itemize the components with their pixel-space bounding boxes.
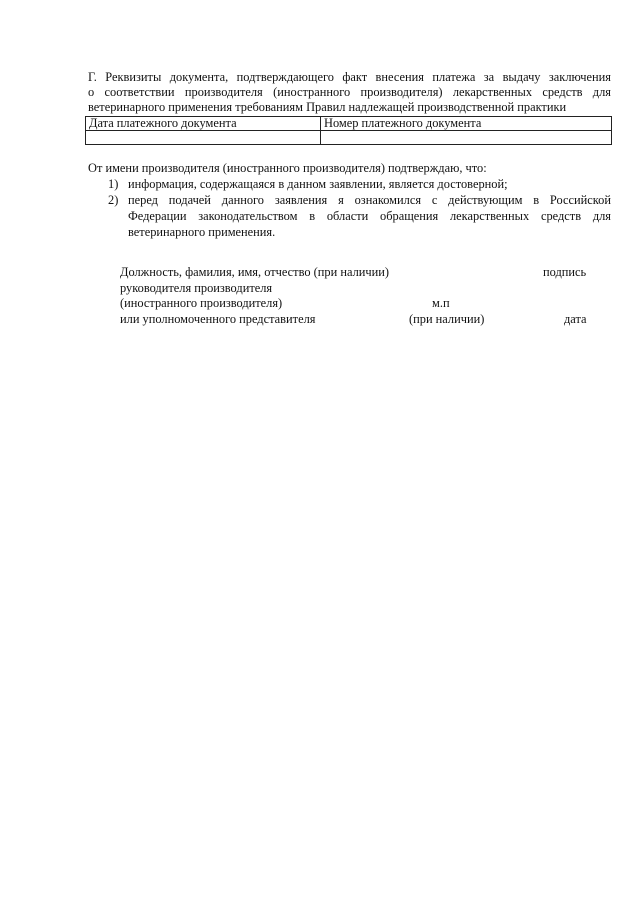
stamp-note: (при наличии) <box>409 312 485 326</box>
list-item-line: перед подачей данного заявления я ознакомился с действующим в Российской <box>128 193 611 207</box>
stamp-label: м.п <box>432 296 450 310</box>
date-label: дата <box>564 312 587 326</box>
list-item-line: Федерации законодательством в области обращения лекарственных средств для <box>128 209 611 223</box>
confirmation-intro: От имени производителя (иностранного производителя) подтверждаю, что: <box>88 161 487 175</box>
header-payment-date: Дата платежного документа <box>86 117 321 131</box>
section-g-line: о соответствии производителя (иностранного производителя) лекарственных средств для <box>88 85 611 99</box>
list-item-number: 2) <box>108 193 119 207</box>
position-label-line4: или уполномоченного представителя <box>120 312 316 326</box>
section-g-line: Г. Реквизиты документа, подтверждающего факт внесения платежа за выдачу заключения <box>88 70 611 84</box>
position-label-line1: Должность, фамилия, имя, отчество (при наличии) <box>120 265 390 279</box>
signature-block <box>0 0 640 340</box>
position-label-line3: (иностранного производителя) <box>120 296 283 310</box>
section-g-line: ветеринарного применения требованиям Правил надлежащей производственной практики <box>88 100 567 114</box>
signature-label: подпись <box>543 265 587 279</box>
list-item-number: 1) <box>108 177 119 191</box>
position-label-line2: руководителя производителя <box>120 281 273 295</box>
list-item-line: ветеринарного применения. <box>128 225 276 239</box>
header-payment-number: Номер платежного документа <box>321 117 612 131</box>
list-item-text: информация, содержащаяся в данном заявлении, является достоверной; <box>128 177 508 191</box>
